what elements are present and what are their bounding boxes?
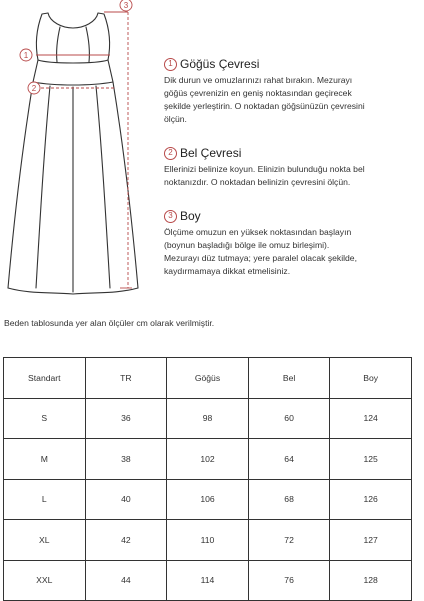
table-cell: 106 (167, 479, 249, 520)
section-chest-line: göğüs çevrenizin en geniş noktasından geçirecek (164, 88, 352, 98)
section-waist-title (164, 145, 420, 161)
section-height (164, 208, 420, 278)
table-cell: 110 (167, 520, 249, 561)
table-cell: 98 (167, 398, 249, 439)
section-waist-body (164, 163, 420, 189)
table-cell: 126 (330, 479, 412, 520)
table-cell: 127 (330, 520, 412, 561)
table-header-row (4, 358, 412, 399)
section-chest-heading: Göğüs Çevresi (180, 57, 260, 71)
table-cell: 68 (248, 479, 330, 520)
header-cell: Standart (4, 358, 86, 399)
table-row (4, 479, 412, 520)
section-height-title (164, 208, 420, 224)
section-height-line: (boynun başladığı bölge ile omuz birleşimi). (164, 240, 330, 250)
section-chest-line: Dik durun ve omuzlarınızı rahat bırakın. Mezurayı (164, 75, 353, 85)
section-chest (164, 56, 420, 126)
section-height-line: Mezurayı düz tutmaya; yere paralel olacak şekilde, (164, 253, 357, 263)
table-cell: S (4, 398, 86, 439)
table-cell: 124 (330, 398, 412, 439)
section-chest-line: şekilde yerleştirin. O noktadan göğsünüzün çevresini (164, 101, 365, 111)
table-cell: 60 (248, 398, 330, 439)
table-row (4, 398, 412, 439)
marker-2-label: 2 (31, 84, 37, 93)
section-chest-body (164, 74, 420, 126)
section-height-line: Ölçüme omuzun en yüksek noktasından başlayın (164, 227, 352, 237)
table-cell: L (4, 479, 86, 520)
table-cell: 42 (85, 520, 167, 561)
table-row (4, 439, 412, 480)
table-cell: 114 (167, 560, 249, 601)
table-cell: 64 (248, 439, 330, 480)
marker-1-label: 1 (23, 51, 29, 60)
table-cell: 125 (330, 439, 412, 480)
header-cell: Boy (330, 358, 412, 399)
table-cell: 128 (330, 560, 412, 601)
section-height-body (164, 226, 420, 278)
marker-3-label: 3 (123, 1, 129, 10)
section-waist-heading: Bel Çevresi (180, 146, 242, 160)
table-row (4, 520, 412, 561)
header-cell: Göğüs (167, 358, 249, 399)
header-cell: TR (85, 358, 167, 399)
section-height-number: 3 (164, 210, 177, 223)
table-cell: 76 (248, 560, 330, 601)
table-cell: 72 (248, 520, 330, 561)
header-cell: Bel (248, 358, 330, 399)
section-height-heading: Boy (180, 209, 201, 223)
table-cell: XL (4, 520, 86, 561)
section-height-line: kaydırmamaya dikkat etmelisiniz. (164, 266, 291, 276)
section-waist (164, 145, 420, 189)
section-chest-line: ölçün. (164, 114, 187, 124)
section-chest-number: 1 (164, 58, 177, 71)
dress-illustration (0, 0, 150, 300)
table-cell: M (4, 439, 86, 480)
section-waist-line: Ellerinizi belinize koyun. Elinizin bulunduğu nokta bel (164, 164, 365, 174)
section-chest-title (164, 56, 420, 72)
table-row (4, 560, 412, 601)
table-cell: 38 (85, 439, 167, 480)
table-cell: 44 (85, 560, 167, 601)
section-waist-number: 2 (164, 147, 177, 160)
table-cell: XXL (4, 560, 86, 601)
table-cell: 36 (85, 398, 167, 439)
units-note: Beden tablosunda yer alan ölçüler cm olarak verilmiştir. (4, 318, 215, 328)
section-waist-line: noktanızdır. O noktadan belinizin çevresini ölçün. (164, 177, 351, 187)
size-table (3, 357, 412, 601)
table-cell: 40 (85, 479, 167, 520)
table-cell: 102 (167, 439, 249, 480)
